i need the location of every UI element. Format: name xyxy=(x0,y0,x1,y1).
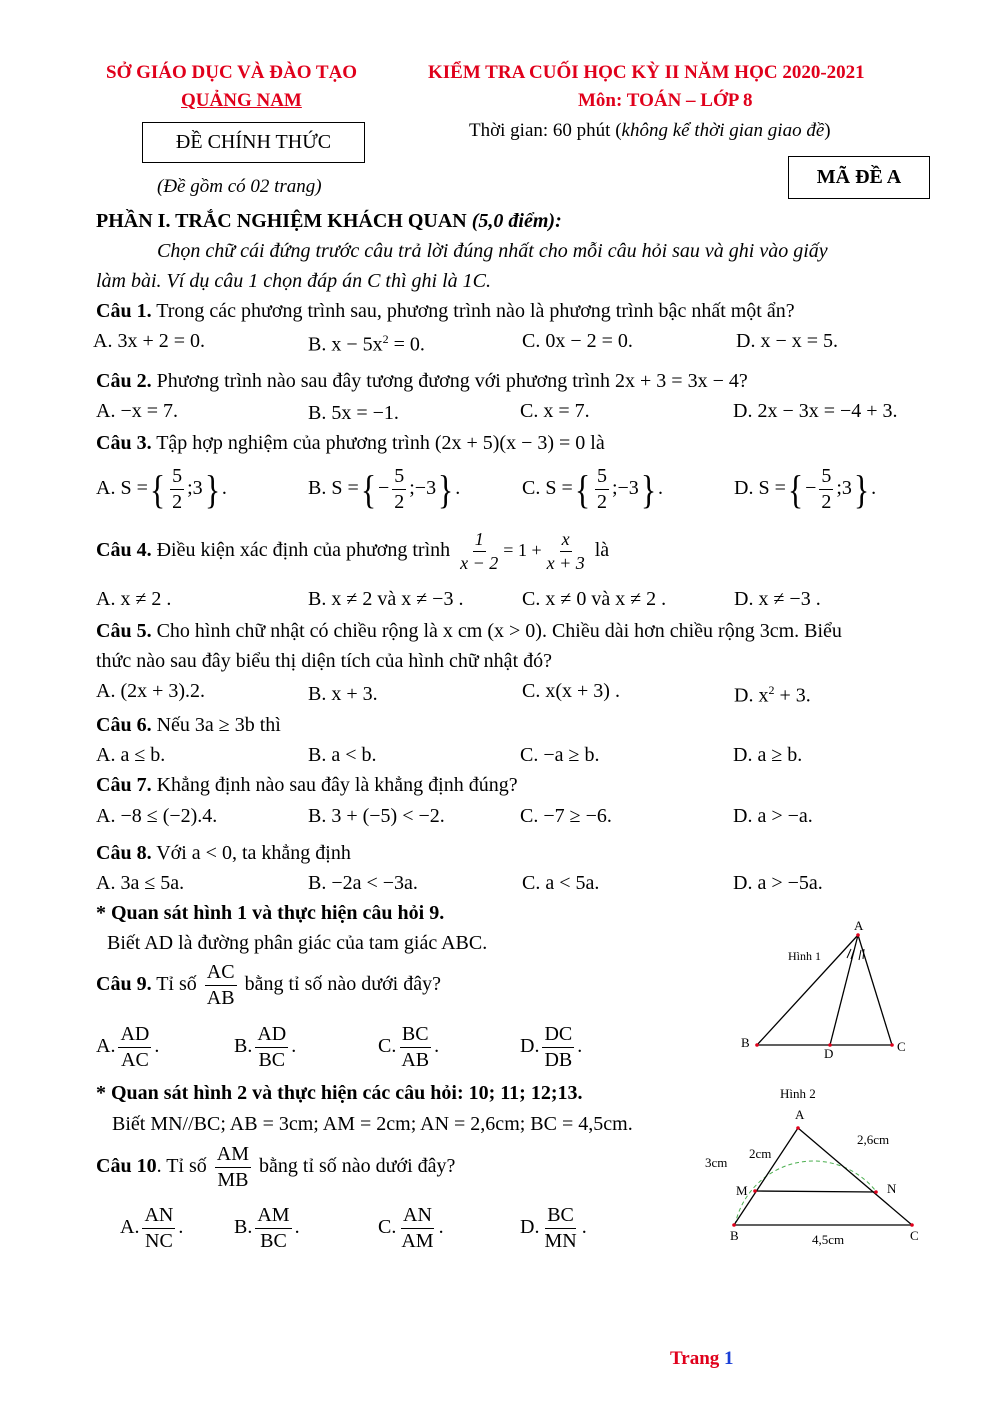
page-number: 1 xyxy=(724,1348,734,1369)
opt-letter: A. xyxy=(96,1035,116,1058)
fig2-label-n: N xyxy=(887,1181,897,1196)
q9-option-d xyxy=(520,1024,582,1071)
fig2-label-an: 2,6cm xyxy=(857,1132,890,1147)
question-10 xyxy=(96,1144,455,1191)
fig2-segment-mn xyxy=(755,1191,876,1192)
q1-option-b xyxy=(308,332,425,357)
frac-num: DC xyxy=(542,1024,574,1048)
q4-option-a: A. x ≠ 2 . xyxy=(96,588,172,610)
question-4 xyxy=(96,530,609,573)
question-9 xyxy=(96,962,441,1009)
opt-letter: A. xyxy=(120,1216,140,1239)
q5-option-b: B. x + 3. xyxy=(308,683,378,705)
opt-letter: B. xyxy=(234,1035,253,1058)
fig2-point-m xyxy=(753,1189,757,1193)
q8-text: Với a < 0, ta khẳng định xyxy=(151,842,351,864)
q4-option-c: C. x ≠ 0 và x ≠ 2 . xyxy=(522,588,667,610)
fig2-label-a: A xyxy=(795,1107,805,1122)
opt-letter: C. xyxy=(378,1216,397,1239)
section1-instr1: Chọn chữ cái đứng trước câu trả lời đúng nhất cho mỗi câu hỏi sau và ghi vào giấy xyxy=(157,240,828,262)
fig2-label-b: B xyxy=(730,1228,739,1243)
q1-option-c: C. 0x − 2 = 0. xyxy=(522,330,633,352)
question-2 xyxy=(96,370,748,393)
fig2-side-ab xyxy=(734,1128,798,1225)
q8-option-d: D. a > −5a. xyxy=(733,872,823,894)
q5-d-post: + 3. xyxy=(774,684,811,707)
frac-num: 1 xyxy=(473,530,486,552)
code-box xyxy=(788,156,930,199)
time-note: không kể thời gian giao đề xyxy=(621,120,825,141)
page-word: Trang xyxy=(670,1348,725,1369)
dept-line1: SỞ GIÁO DỤC VÀ ĐÀO TẠO xyxy=(106,62,358,83)
right-brace: } xyxy=(853,466,870,512)
frac-den: 2 xyxy=(172,491,183,513)
official-box xyxy=(142,122,365,163)
q10-text-pre: . Tỉ số xyxy=(156,1155,212,1178)
frac-den: AM xyxy=(401,1230,434,1252)
fig1-label-d: D xyxy=(824,1046,834,1061)
exam-title: KIỂM TRA CUỐI HỌC KỲ II NĂM HỌC 2020-2021 xyxy=(428,62,865,83)
question-3 xyxy=(96,432,605,455)
figure-2 xyxy=(700,1080,930,1260)
dot: . xyxy=(221,477,227,500)
q6-option-d: D. a ≥ b. xyxy=(733,744,803,766)
fig2-arc xyxy=(735,1161,875,1225)
section1-points: (5,0 điểm): xyxy=(471,210,562,232)
opt-letter: B. xyxy=(234,1216,253,1239)
q2-option-d: D. 2x − 3x = −4 + 3. xyxy=(733,400,898,422)
q3-option-d xyxy=(734,466,876,513)
fig1-point-a xyxy=(856,933,860,937)
q1-b-sup: 2 xyxy=(382,332,389,346)
subject-line: Môn: TOÁN – LỚP 8 xyxy=(578,90,753,111)
frac-num: AM xyxy=(255,1205,291,1229)
opt-letter: D. xyxy=(520,1035,540,1058)
frac-num: AD xyxy=(255,1024,288,1048)
q2-label: Câu 2. xyxy=(96,370,152,392)
q10-option-b xyxy=(234,1205,300,1252)
q3-c-pre: C. S = xyxy=(522,477,573,500)
time-line xyxy=(469,120,831,142)
time-prefix: Thời gian: 60 phút ( xyxy=(469,120,622,141)
q9-label: Câu 9. xyxy=(96,973,152,996)
fig2-title: Hình 2 xyxy=(780,1086,816,1101)
fig1-point-c xyxy=(890,1043,894,1047)
dot: . xyxy=(455,477,461,500)
q4-eq: = 1 + xyxy=(503,539,542,560)
dot: . xyxy=(154,1035,160,1058)
q4-label: Câu 4. xyxy=(96,538,152,561)
frac-den: DB xyxy=(544,1049,573,1071)
frac-den: AB xyxy=(206,987,235,1009)
frac-num: AD xyxy=(118,1024,151,1048)
fig1-label-b: B xyxy=(741,1035,750,1050)
frac-den: 2 xyxy=(821,491,832,513)
fig1-point-b xyxy=(755,1043,759,1047)
q7-option-b: B. 3 + (−5) < −2. xyxy=(308,805,445,827)
q3-b-sep: ;−3 xyxy=(409,477,437,500)
minus: − xyxy=(805,477,817,500)
q5-label: Câu 5. xyxy=(96,620,152,642)
q10-option-a xyxy=(120,1205,183,1252)
frac-num: BC xyxy=(545,1205,576,1229)
right-brace: } xyxy=(640,466,657,512)
obs1-text: Biết AD là đường phân giác của tam giác ABC. xyxy=(107,932,488,954)
q1-text: Trong các phương trình sau, phương trình nào là phương trình bậc nhất một ẩn? xyxy=(151,300,795,322)
fig2-label-m: M xyxy=(736,1183,748,1198)
q3-option-b xyxy=(308,466,460,513)
frac-num: x xyxy=(560,530,572,552)
q1-option-d: D. x − x = 5. xyxy=(736,330,839,352)
fig2-point-b xyxy=(732,1223,736,1227)
q3-a-pre: A. S = xyxy=(96,477,148,500)
frac-num: AC xyxy=(205,962,237,986)
minus: − xyxy=(377,477,390,500)
q9-text-post: bằng tỉ số nào dưới đây? xyxy=(239,973,441,996)
q10-text-post: bằng tỉ số nào dưới đây? xyxy=(254,1155,456,1178)
fig2-point-a xyxy=(796,1126,800,1130)
q7-option-a: A. −8 ≤ (−2).4. xyxy=(96,805,218,827)
fig2-point-c xyxy=(910,1223,914,1227)
obs2-text: Biết MN//BC; AB = 3cm; AM = 2cm; AN = 2,6cm; BC = 4,5cm. xyxy=(112,1113,633,1135)
frac-den: MN xyxy=(544,1230,577,1252)
q4-text-post: là xyxy=(589,538,610,561)
left-brace: { xyxy=(574,466,591,512)
fig1-label-a: A xyxy=(854,918,864,933)
q3-label: Câu 3. xyxy=(96,432,152,454)
q3-d-pre: D. S = xyxy=(734,477,786,500)
dot: . xyxy=(178,1216,184,1239)
q2-option-a: A. −x = 7. xyxy=(96,400,179,422)
question-6 xyxy=(96,714,281,737)
dot: . xyxy=(291,1035,297,1058)
q1-option-a: A. 3x + 2 = 0. xyxy=(93,330,206,352)
q5-text2: thức nào sau đây biểu thị diện tích của hình chữ nhật đó? xyxy=(96,650,552,672)
dot: . xyxy=(658,477,663,500)
frac-num: AN xyxy=(142,1205,175,1229)
q10-option-c xyxy=(378,1205,444,1252)
q9-text-pre: Tỉ số xyxy=(151,973,202,996)
q3-d-sep: ;3 xyxy=(836,477,852,500)
q7-option-c: C. −7 ≥ −6. xyxy=(520,805,612,827)
right-brace: } xyxy=(437,466,454,512)
fig2-point-n xyxy=(874,1190,878,1194)
q5-option-a: A. (2x + 3).2. xyxy=(96,680,206,702)
frac-num: 5 xyxy=(170,466,184,490)
left-brace: { xyxy=(787,466,804,512)
fig2-label-bc: 4,5cm xyxy=(812,1232,845,1247)
q2-option-b: B. 5x = −1. xyxy=(308,402,399,424)
q5-d-sup: 2 xyxy=(768,683,775,697)
obs2-title: * Quan sát hình 2 và thực hiện các câu hỏi: 10; 11; 12;13. xyxy=(96,1082,583,1104)
frac-den: NC xyxy=(145,1230,173,1252)
q8-option-b: B. −2a < −3a. xyxy=(308,872,418,894)
page-footer xyxy=(670,1348,734,1370)
q1-b-pre: B. x − 5x xyxy=(308,333,383,356)
q8-option-c: C. a < 5a. xyxy=(522,872,600,894)
q6-label: Câu 6. xyxy=(96,714,152,736)
fig1-side-ac xyxy=(858,935,892,1045)
q6-option-b: B. a < b. xyxy=(308,744,377,766)
dot: . xyxy=(294,1216,300,1239)
frac-den: MB xyxy=(217,1169,249,1191)
dot: . xyxy=(871,477,877,500)
time-suffix: ) xyxy=(824,120,831,141)
frac-den: 2 xyxy=(596,491,607,513)
question-1 xyxy=(96,300,795,323)
left-brace: { xyxy=(360,466,377,512)
frac-den: AB xyxy=(401,1049,430,1071)
dot: . xyxy=(434,1035,440,1058)
q4-text-pre: Điều kiện xác định của phương trình xyxy=(151,538,456,561)
question-5 xyxy=(96,620,842,643)
q5-option-d xyxy=(734,683,811,708)
q2-option-c: C. x = 7. xyxy=(520,400,590,422)
frac-num: AM xyxy=(215,1144,251,1168)
obs1-title: * Quan sát hình 1 và thực hiện câu hỏi 9. xyxy=(96,902,445,924)
q7-label: Câu 7. xyxy=(96,774,152,796)
pages-note: (Đề gồm có 02 trang) xyxy=(157,176,322,197)
fig2-label-c: C xyxy=(910,1228,919,1243)
fig1-title: Hình 1 xyxy=(788,949,821,963)
q10-option-d xyxy=(520,1205,587,1252)
frac-den: BC xyxy=(260,1230,287,1252)
dot: . xyxy=(577,1035,583,1058)
left-brace: { xyxy=(149,466,166,512)
q1-label: Câu 1. xyxy=(96,300,152,322)
q7-option-d: D. a > −a. xyxy=(733,805,813,827)
question-7 xyxy=(96,774,518,797)
q5-text1: Cho hình chữ nhật có chiều rộng là x cm (x > 0). Chiều dài hơn chiều rộng 3cm. Biểu xyxy=(151,620,842,642)
frac-den: x + 3 xyxy=(546,552,585,573)
fig2-label-am: 2cm xyxy=(749,1146,772,1161)
dept-line2: QUẢNG NAM xyxy=(181,90,302,111)
q5-d-pre: D. x xyxy=(734,684,769,707)
frac-den: BC xyxy=(258,1049,286,1071)
frac-num: 5 xyxy=(595,466,609,490)
dot: . xyxy=(438,1216,444,1239)
q8-option-a: A. 3a ≤ 5a. xyxy=(96,872,185,894)
fig2-side-ac xyxy=(798,1128,912,1225)
question-8 xyxy=(96,842,351,865)
section1-title xyxy=(96,210,562,233)
opt-letter: C. xyxy=(378,1035,397,1058)
frac-num: 5 xyxy=(392,466,406,490)
figure-1 xyxy=(735,915,915,1065)
q10-label: Câu 10 xyxy=(96,1155,157,1178)
opt-letter: D. xyxy=(520,1216,540,1239)
q3-a-sep: ;3 xyxy=(187,477,203,500)
q3-b-pre: B. S = xyxy=(308,477,359,500)
frac-num: AN xyxy=(401,1205,434,1229)
fig1-angle-tick xyxy=(859,950,861,960)
frac-den: AC xyxy=(121,1049,149,1071)
official-label: ĐỀ CHÍNH THỨC xyxy=(175,131,332,153)
fig2-label-ab: 3cm xyxy=(705,1155,728,1170)
q6-option-c: C. −a ≥ b. xyxy=(520,744,600,766)
q6-text: Nếu 3a ≥ 3b thì xyxy=(151,714,281,736)
frac-num: BC xyxy=(400,1024,431,1048)
exam-code: MÃ ĐỀ A xyxy=(816,166,902,188)
q3-option-a xyxy=(96,466,227,513)
q8-label: Câu 8. xyxy=(96,842,152,864)
frac-num: 5 xyxy=(819,466,833,490)
q9-option-a xyxy=(96,1024,159,1071)
fig1-label-c: C xyxy=(897,1039,906,1054)
q4-option-d: D. x ≠ −3 . xyxy=(734,588,821,610)
q3-text: Tập hợp nghiệm của phương trình (2x + 5)(x − 3) = 0 là xyxy=(151,432,605,454)
q3-c-sep: ;−3 xyxy=(611,477,639,500)
right-brace: } xyxy=(204,466,220,512)
dot: . xyxy=(581,1216,587,1239)
q6-option-a: A. a ≤ b. xyxy=(96,744,166,766)
section1-instr2: làm bài. Ví dụ câu 1 chọn đáp án C thì ghi là 1C. xyxy=(96,270,491,292)
frac-den: x − 2 xyxy=(460,552,499,573)
q7-text: Khẳng định nào sau đây là khẳng định đúng? xyxy=(151,774,518,796)
q4-option-b: B. x ≠ 2 và x ≠ −3 . xyxy=(308,588,464,610)
section1-title-text: PHẦN I. TRẮC NGHIỆM KHÁCH QUAN xyxy=(96,210,472,232)
frac-den: 2 xyxy=(394,491,405,513)
q2-text: Phương trình nào sau đây tương đương với phương trình 2x + 3 = 3x − 4? xyxy=(151,370,748,392)
q5-option-c: C. x(x + 3) . xyxy=(522,680,620,702)
q9-option-b xyxy=(234,1024,296,1071)
q3-option-c xyxy=(522,466,663,513)
q1-b-post: = 0. xyxy=(388,333,425,356)
fig1-angle-tick xyxy=(847,949,851,958)
q9-option-c xyxy=(378,1024,439,1071)
